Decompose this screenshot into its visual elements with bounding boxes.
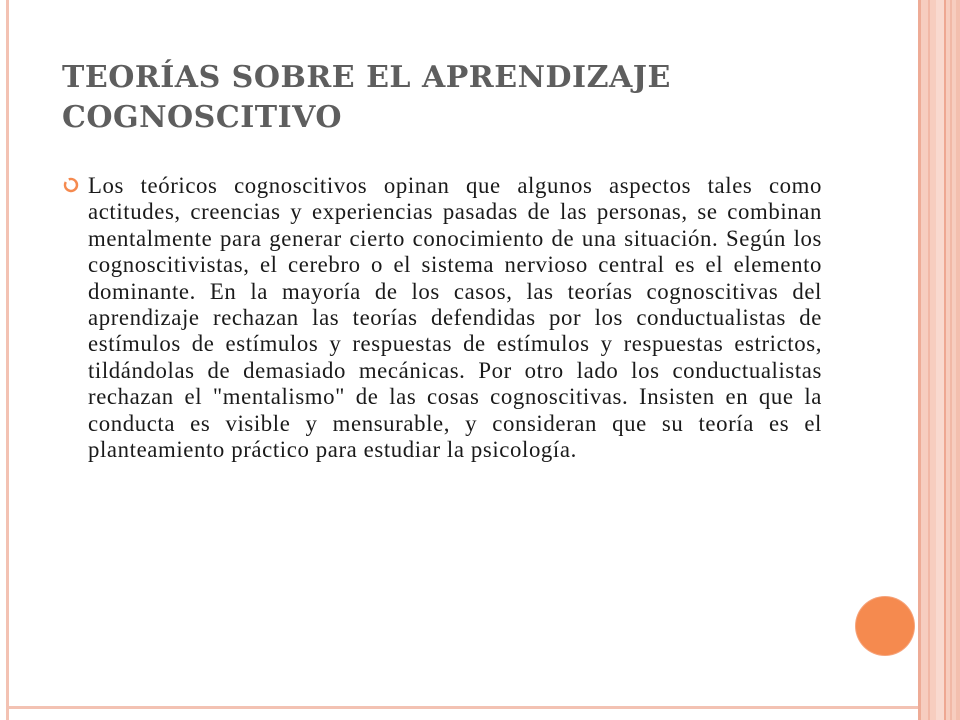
right-stripe — [950, 0, 952, 720]
right-stripe — [956, 0, 960, 720]
bullet-text: Los teóricos cognoscitivos opinan que algunos aspectos tales como actitudes, creencias y experiencias pasadas de las personas, se combinan mentalmente para generar cierto conocimiento de una situación. Según los cognoscitivistas, el cerebro o el sistema nervioso central es el elemento dominante. En la mayoría de los casos, las teorías cognoscitivas del aprendizaje rechazan las teorías defendidas por los conductualistas de estímulos de estímulos y respuestas de estímulos y respuestas estrictos, tildándolas de demasiado mecánicas. Por otro lado los conductualistas rechazan el "mentalismo" de las cosas cognoscitivas. Insisten en que la conducta es visible y mensurable, y consideran que su teoría es el planteamiento práctico para estudiar la psicología. — [88, 173, 822, 463]
circle-bullet-icon — [62, 176, 88, 202]
slide-title: TEORÍAS SOBRE EL APRENDIZAJE COGNOSCITIVO — [62, 60, 671, 135]
right-stripe — [936, 0, 944, 720]
right-stripe — [918, 0, 921, 720]
bullet-item — [62, 173, 822, 463]
bottom-border-line — [6, 706, 920, 709]
right-stripe — [928, 0, 930, 720]
right-stripe — [944, 0, 946, 720]
orange-circle-decoration — [856, 597, 914, 655]
slide-content — [62, 173, 822, 463]
left-border-line — [6, 0, 9, 720]
